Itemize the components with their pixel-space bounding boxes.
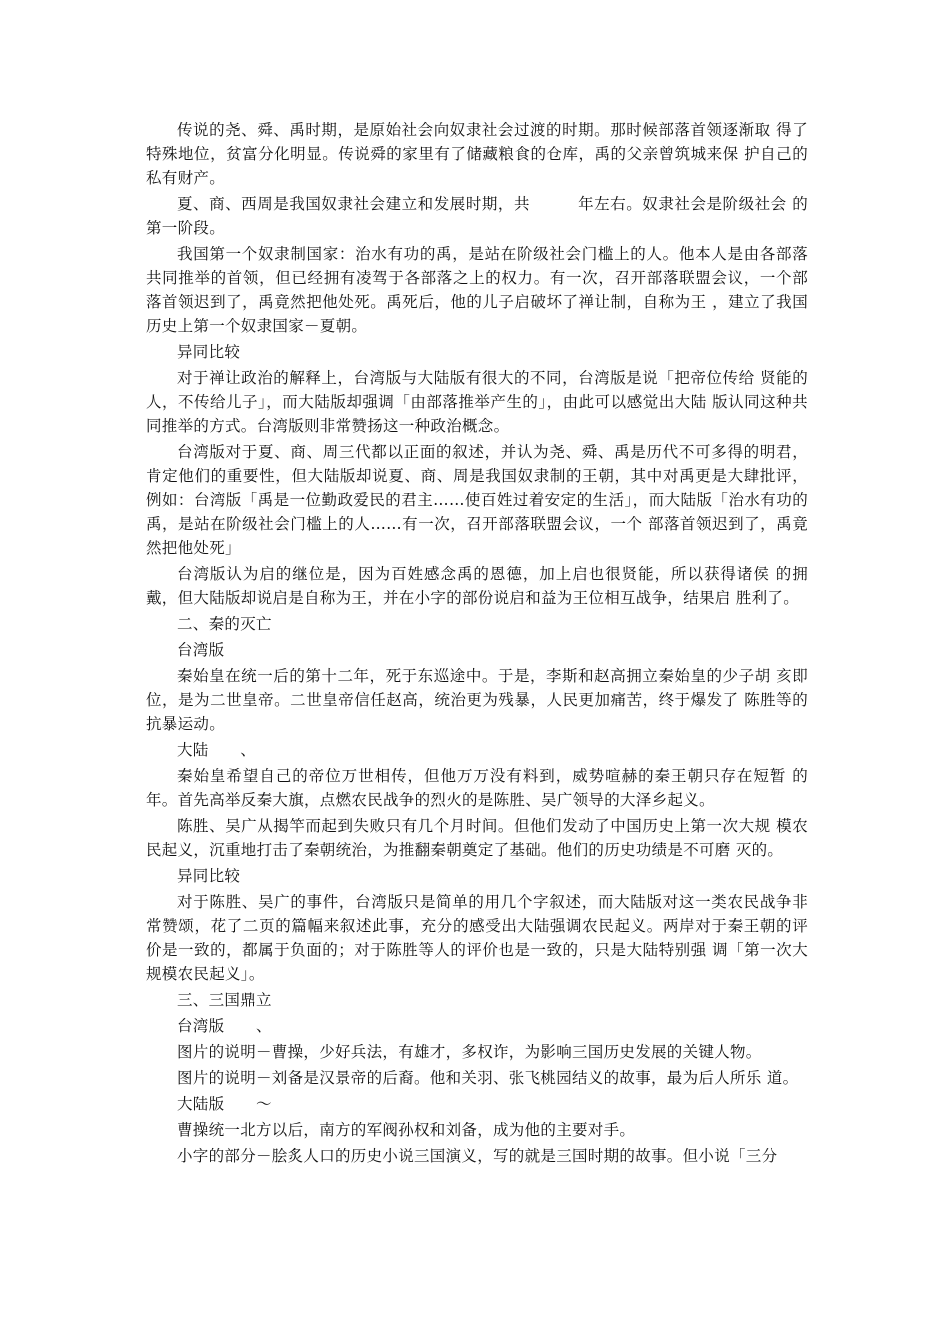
paragraph-xia-shang-zhou: 夏、商、西周是我国奴隶社会建立和发展时期，共 年左右。奴隶社会是阶级社会 的第一阶段。 [146, 195, 808, 237]
paragraph-transition-era: 传说的尧、舜、禹时期，是原始社会向奴隶社会过渡的时期。那时候部落首领逐渐取 得了特殊地位，贫富分化明显。传说舜的家里有了储藏粮食的仓库，禹的父亲曾筑城来保 护自己的私有财产。 [146, 121, 808, 187]
subheading-mainland-edition: 大陆 、 [177, 741, 257, 759]
section-heading-three-kingdoms: 三、三国鼎立 [177, 991, 272, 1009]
section-heading-comparison: 异同比较 [177, 343, 241, 361]
paragraph-qin-taiwan: 秦始皇在统一后的第十二年，死于东巡途中。于是，李斯和赵高拥立秦始皇的少子胡 亥即位，是为二世皇帝。二世皇帝信任赵高，统治更为残暴，人民更加痛苦，终于爆发了 陈胜等的抗暴运动。 [146, 667, 808, 733]
caption-liu-bei: 图片的说明－刘备是汉景帝的后裔。他和关羽、张飞桃园结义的故事，最为后人所乐 道。 [177, 1069, 799, 1087]
section-heading-comparison-2: 异同比较 [177, 867, 241, 885]
paragraph-romance-three-kingdoms: 小字的部分－脍炙人口的历史小说三国演义，写的就是三国时期的故事。但小说「三分 [177, 1147, 778, 1165]
document-body [146, 118, 824, 1168]
subheading-mainland-edition-2: 大陆版 ～ [177, 1095, 272, 1113]
section-heading-qin-fall: 二、秦的灭亡 [177, 615, 272, 633]
paragraph-first-slave-state: 我国第一个奴隶制国家：治水有功的禹，是站在阶级社会门槛上的人。他本人是由各部落共同推举的首领，但已经拥有凌驾于各部落之上的权力。有一次，召开部落联盟会议，一个部落首领迟到了，禹竟然把他处死。禹死后，他的儿子启破坏了禅让制，自称为王 ，建立了我国历史上第一个奴隶国家－夏朝。 [146, 245, 808, 335]
subheading-taiwan-edition-2: 台湾版 、 [177, 1017, 272, 1035]
paragraph-abdication-politics: 对于禅让政治的解释上，台湾版与大陆版有很大的不同，台湾版是说「把帝位传给 贤能的人，不传给儿子」，而大陆版却强调「由部落推举产生的」，由此可以感觉出大陆 版认同这种共同推举的方式。台湾版则非常赞扬这一种政治概念。 [146, 369, 808, 435]
paragraph-cao-cao-rivals: 曹操统一北方以后，南方的军阀孙权和刘备，成为他的主要对手。 [177, 1121, 636, 1139]
paragraph-qi-succession: 台湾版认为启的继位是，因为百姓感念禹的恩德，加上启也很贤能，所以获得诸侯 的拥戴，但大陆版却说启是自称为王，并在小字的部份说启和益为王位相互战争，结果启 胜利了。 [146, 565, 808, 607]
subheading-taiwan-edition: 台湾版 [177, 641, 225, 659]
paragraph-three-dynasties: 台湾版对于夏、商、周三代都以正面的叙述，并认为尧、舜、禹是历代不可多得的明君，肯定他们的重要性，但大陆版却说夏、商、周是我国奴隶制的王朝，其中对禹更是大肆批评，例如：台湾版「禹是一位勤政爱民的君主……使百姓过着安定的生活」，而大陆版「治水有功的禹，是站在阶级社会门槛上的人……有一次，召开部落联盟会议，一个 部落首领迟到了，禹竟然把他处死」 [146, 443, 808, 557]
caption-cao-cao: 图片的说明－曹操，少好兵法，有雄才，多权诈，为影响三国历史发展的关键人物。 [177, 1043, 762, 1061]
paragraph-peasant-uprising-comparison: 对于陈胜、吴广的事件，台湾版只是简单的用几个字叙述，而大陆版对这一类农民战争非常赞颂，花了二页的篇幅来叙述此事，充分的感受出大陆强调农民起义。两岸对于秦王朝的评价是一致的，都属于负面的；对于陈胜等人的评价也是一致的，只是大陆特别强 调「第一次大规模农民起义」。 [146, 893, 808, 983]
paragraph-chen-sheng-wu-guang: 陈胜、吴广从揭竿而起到失败只有几个月时间。但他们发动了中国历史上第一次大规 模农民起义，沉重地打击了秦朝统治，为推翻秦朝奠定了基础。他们的历史功绩是不可磨 灭的。 [146, 817, 808, 859]
paragraph-qin-mainland: 秦始皇希望自己的帝位万世相传，但他万万没有料到，威势喧赫的秦王朝只存在短暂 的 年。首先高举反秦大旗，点燃农民战争的烈火的是陈胜、吴广领导的大泽乡起义。 [146, 767, 824, 809]
